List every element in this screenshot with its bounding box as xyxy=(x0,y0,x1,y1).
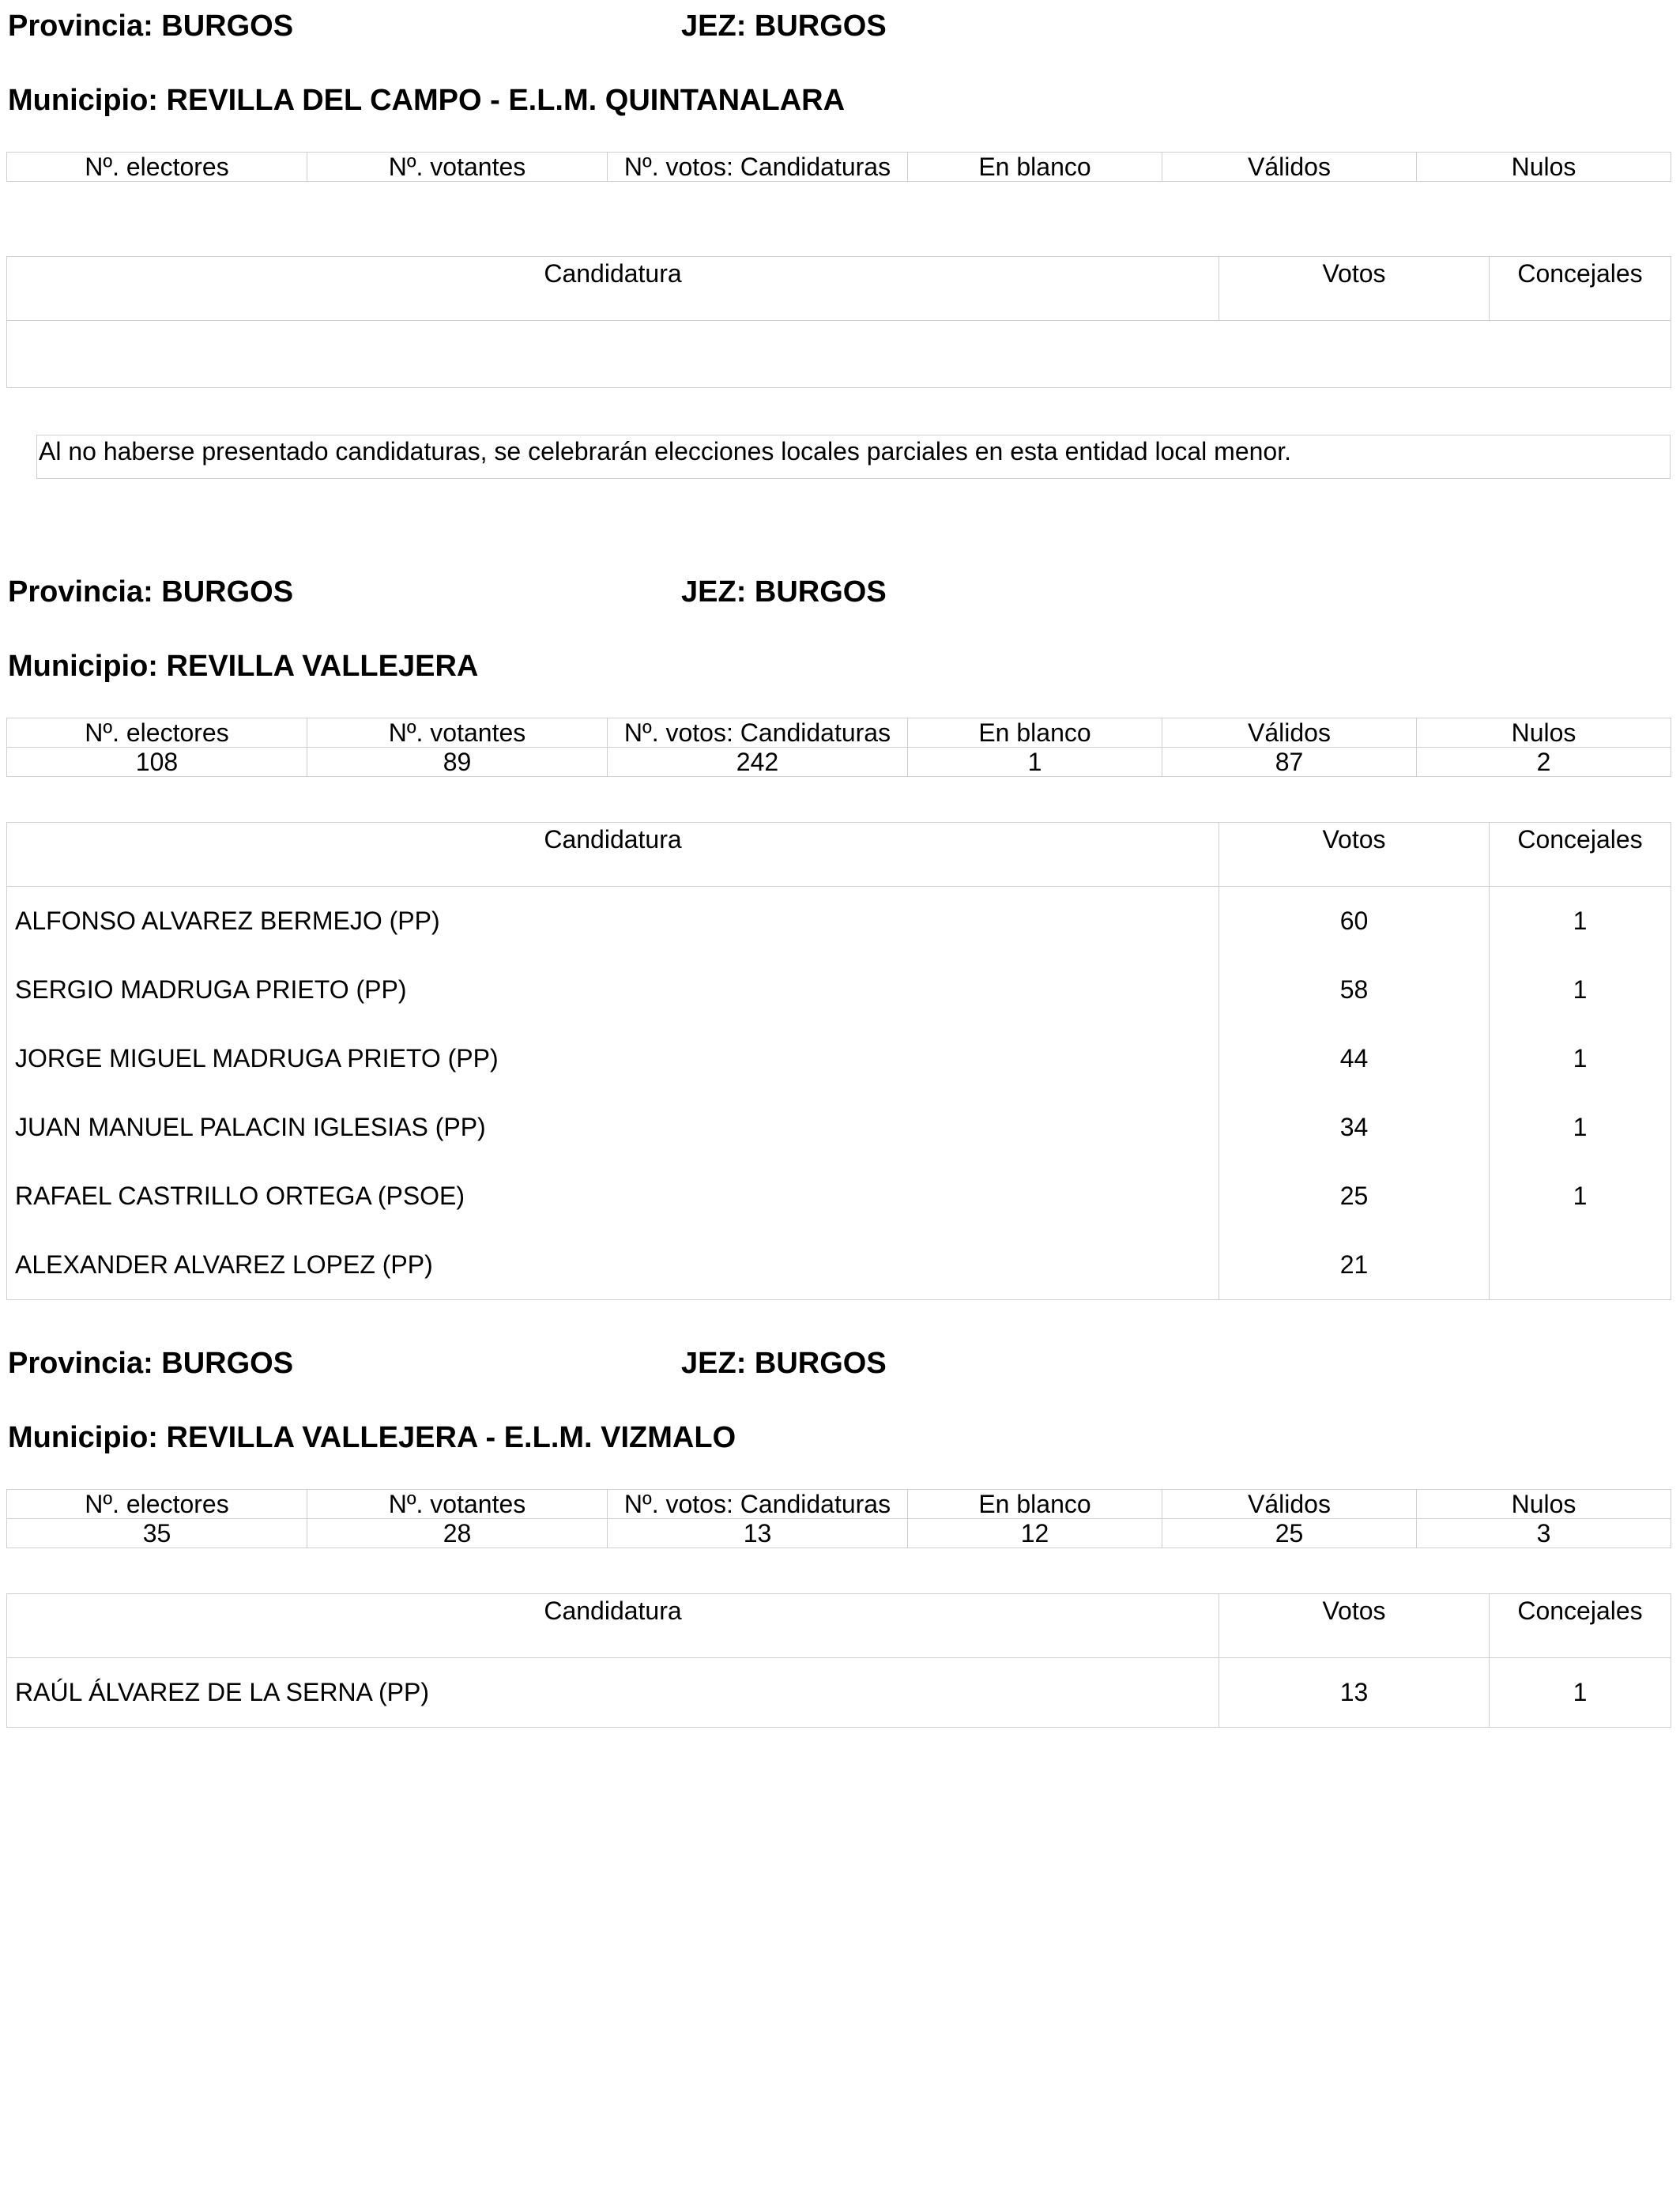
provincia-value: BURGOS xyxy=(161,575,294,609)
jez-group xyxy=(681,572,887,612)
stat-header: Nº. electores xyxy=(7,153,307,182)
stats-value-row xyxy=(7,1519,1671,1548)
table-row xyxy=(7,1658,1671,1728)
provincia-line xyxy=(8,572,1667,612)
candidates-table xyxy=(6,1593,1671,1728)
stat-header: Nulos xyxy=(1417,153,1671,182)
municipio-value: REVILLA VALLEJERA - E.L.M. VIZMALO xyxy=(166,1421,736,1454)
candidate-name: RAFAEL CASTRILLO ORTEGA (PSOE) xyxy=(7,1162,1219,1231)
cand-header-concejales: Concejales xyxy=(1490,257,1671,321)
stats-value-row xyxy=(7,748,1671,777)
municipio-line xyxy=(8,647,1667,686)
candidate-concejales: 1 xyxy=(1490,956,1671,1024)
candidate-votos: 44 xyxy=(1219,1024,1490,1093)
stat-votos-candidaturas: 13 xyxy=(608,1519,908,1548)
cand-header-concejales: Concejales xyxy=(1490,823,1671,887)
stat-header: En blanco xyxy=(908,153,1162,182)
candidate-concejales: 1 xyxy=(1490,1024,1671,1093)
stat-header: Nº. votantes xyxy=(307,153,608,182)
municipio-label: Municipio: xyxy=(8,650,158,683)
municipio-value: REVILLA DEL CAMPO - E.L.M. QUINTANALARA xyxy=(166,84,846,117)
provincia-label: Provincia: xyxy=(8,9,153,43)
cand-header-name: Candidatura xyxy=(7,823,1219,887)
municipio-line xyxy=(8,1418,1667,1457)
stat-header: Válidos xyxy=(1162,153,1417,182)
cand-header-concejales: Concejales xyxy=(1490,1594,1671,1658)
stat-header: Válidos xyxy=(1162,718,1417,748)
empty-candidates-row xyxy=(7,321,1671,388)
stat-header: Nulos xyxy=(1417,718,1671,748)
candidates-table xyxy=(6,822,1671,1300)
stat-header: Válidos xyxy=(1162,1490,1417,1519)
stat-electores: 108 xyxy=(7,748,307,777)
stat-header: En blanco xyxy=(908,1490,1162,1519)
stats-header-row xyxy=(7,1490,1671,1519)
stat-electores: 35 xyxy=(7,1519,307,1548)
candidate-votos: 25 xyxy=(1219,1162,1490,1231)
table-row xyxy=(7,956,1671,1024)
stat-validos: 25 xyxy=(1162,1519,1417,1548)
stat-header: Nº. votos: Candidaturas xyxy=(608,1490,908,1519)
table-row xyxy=(7,1231,1671,1300)
municipio-line xyxy=(8,81,1667,120)
candidate-votos: 21 xyxy=(1219,1231,1490,1300)
stat-votantes: 28 xyxy=(307,1519,608,1548)
candidates-table xyxy=(6,256,1671,388)
candidate-name: SERGIO MADRUGA PRIETO (PP) xyxy=(7,956,1219,1024)
stat-header: En blanco xyxy=(908,718,1162,748)
municipio-value: REVILLA VALLEJERA xyxy=(166,650,479,683)
stats-header-row xyxy=(7,153,1671,182)
stat-en-blanco: 12 xyxy=(908,1519,1162,1548)
provincia-line xyxy=(8,6,1667,46)
stats-table xyxy=(6,718,1671,777)
stat-validos: 87 xyxy=(1162,748,1417,777)
stat-header: Nº. electores xyxy=(7,1490,307,1519)
cand-header-votos: Votos xyxy=(1219,257,1490,321)
jez-label: JEZ: xyxy=(681,9,747,43)
candidate-concejales: 1 xyxy=(1490,1162,1671,1231)
stat-header: Nulos xyxy=(1417,1490,1671,1519)
provincia-label: Provincia: xyxy=(8,1347,153,1380)
candidate-name: ALEXANDER ALVAREZ LOPEZ (PP) xyxy=(7,1231,1219,1300)
jez-value: BURGOS xyxy=(754,1347,887,1380)
candidate-votos: 34 xyxy=(1219,1093,1490,1162)
stat-header: Nº. votos: Candidaturas xyxy=(608,153,908,182)
candidates-header-row xyxy=(7,1594,1671,1658)
stats-table xyxy=(6,1489,1671,1548)
stat-header: Nº. electores xyxy=(7,718,307,748)
jez-label: JEZ: xyxy=(681,575,747,609)
jez-group xyxy=(681,1344,887,1383)
cand-header-name: Candidatura xyxy=(7,1594,1219,1658)
candidate-concejales: 1 xyxy=(1490,1658,1671,1728)
jez-group xyxy=(681,6,887,46)
candidate-votos: 13 xyxy=(1219,1658,1490,1728)
candidate-votos: 58 xyxy=(1219,956,1490,1024)
candidate-concejales xyxy=(1490,1231,1671,1300)
jez-value: BURGOS xyxy=(754,575,887,609)
stat-header: Nº. votos: Candidaturas xyxy=(608,718,908,748)
provincia-label: Provincia: xyxy=(8,575,153,609)
jez-value: BURGOS xyxy=(754,9,887,43)
candidate-concejales: 1 xyxy=(1490,887,1671,956)
candidate-name: JUAN MANUEL PALACIN IGLESIAS (PP) xyxy=(7,1093,1219,1162)
candidate-name: RAÚL ÁLVAREZ DE LA SERNA (PP) xyxy=(7,1658,1219,1728)
stat-votantes: 89 xyxy=(307,748,608,777)
provincia-line xyxy=(8,1344,1667,1383)
candidate-name: JORGE MIGUEL MADRUGA PRIETO (PP) xyxy=(7,1024,1219,1093)
table-row xyxy=(7,1024,1671,1093)
table-row xyxy=(7,887,1671,956)
stat-header: Nº. votantes xyxy=(307,718,608,748)
stats-header-row xyxy=(7,718,1671,748)
no-candidates-note: Al no haberse presentado candidaturas, se celebrarán elecciones locales parciales en esta entidad local menor. xyxy=(36,435,1671,479)
candidate-concejales: 1 xyxy=(1490,1093,1671,1162)
stats-table xyxy=(6,152,1671,182)
municipio-label: Municipio: xyxy=(8,1421,158,1454)
cand-header-votos: Votos xyxy=(1219,1594,1490,1658)
table-row xyxy=(7,1093,1671,1162)
candidates-header-row xyxy=(7,823,1671,887)
stat-en-blanco: 1 xyxy=(908,748,1162,777)
stat-votos-candidaturas: 242 xyxy=(608,748,908,777)
cand-header-name: Candidatura xyxy=(7,257,1219,321)
provincia-value: BURGOS xyxy=(161,9,294,43)
stat-header: Nº. votantes xyxy=(307,1490,608,1519)
jez-label: JEZ: xyxy=(681,1347,747,1380)
cand-header-votos: Votos xyxy=(1219,823,1490,887)
candidate-votos: 60 xyxy=(1219,887,1490,956)
candidates-header-row xyxy=(7,257,1671,321)
table-row xyxy=(7,1162,1671,1231)
stat-nulos: 3 xyxy=(1417,1519,1671,1548)
municipio-label: Municipio: xyxy=(8,84,158,117)
candidate-name: ALFONSO ALVAREZ BERMEJO (PP) xyxy=(7,887,1219,956)
provincia-value: BURGOS xyxy=(161,1347,294,1380)
stat-nulos: 2 xyxy=(1417,748,1671,777)
